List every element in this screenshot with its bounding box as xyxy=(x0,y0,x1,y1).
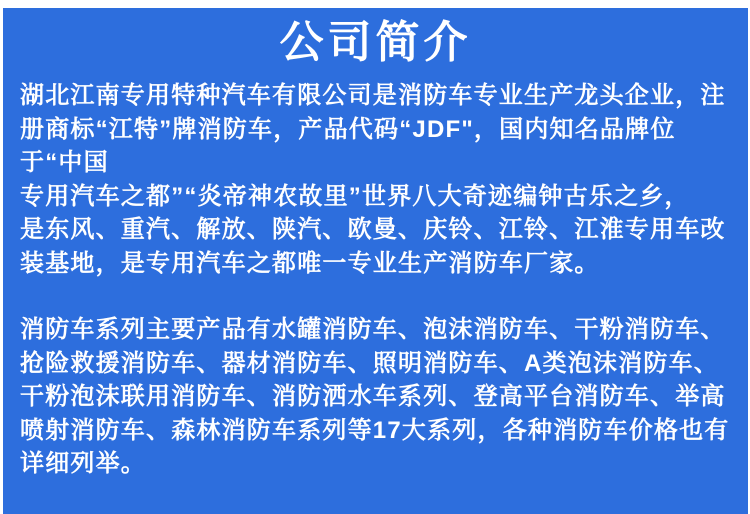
intro-paragraph xyxy=(3,79,748,280)
text-line: 是东风、重汽、解放、陕汽、欧曼、庆铃、江铃、江淮专用车改 xyxy=(20,216,726,243)
text-line: 喷射消防车、森林消防车系列等17大系列，各种消防车价格也有 xyxy=(20,416,730,444)
text-line: 册商标“江特”牌消防车，产品代码“JDF"，国内知名品牌位 xyxy=(20,115,676,143)
text-line: 消防车系列主要产品有水罐消防车、泡沫消防车、干粉消防车、 xyxy=(20,316,726,343)
text-line: 装基地，是专用汽车之都唯一专业生产消防车厂家。 xyxy=(20,249,600,277)
page-title: 公司简介 xyxy=(279,18,472,67)
text-line: 于“中国 xyxy=(20,149,109,176)
text-line: 干粉泡沫联用消防车、消防洒水车系列、登高平台消防车、举高 xyxy=(20,383,726,410)
text-line: 专用汽车之都”“炎帝神农故里”世界八大奇迹编钟古乐之乡， xyxy=(20,182,690,210)
text-line: 详细列举。 xyxy=(20,450,146,477)
text-line: 湖北江南专用特种汽车有限公司是消防车专业生产龙头企业，注 xyxy=(20,82,726,109)
text-line: 抢险救援消防车、器材消防车、照明消防车、A类泡沫消防车、 xyxy=(20,349,719,377)
company-intro-panel xyxy=(3,8,748,514)
products-paragraph xyxy=(3,313,748,481)
